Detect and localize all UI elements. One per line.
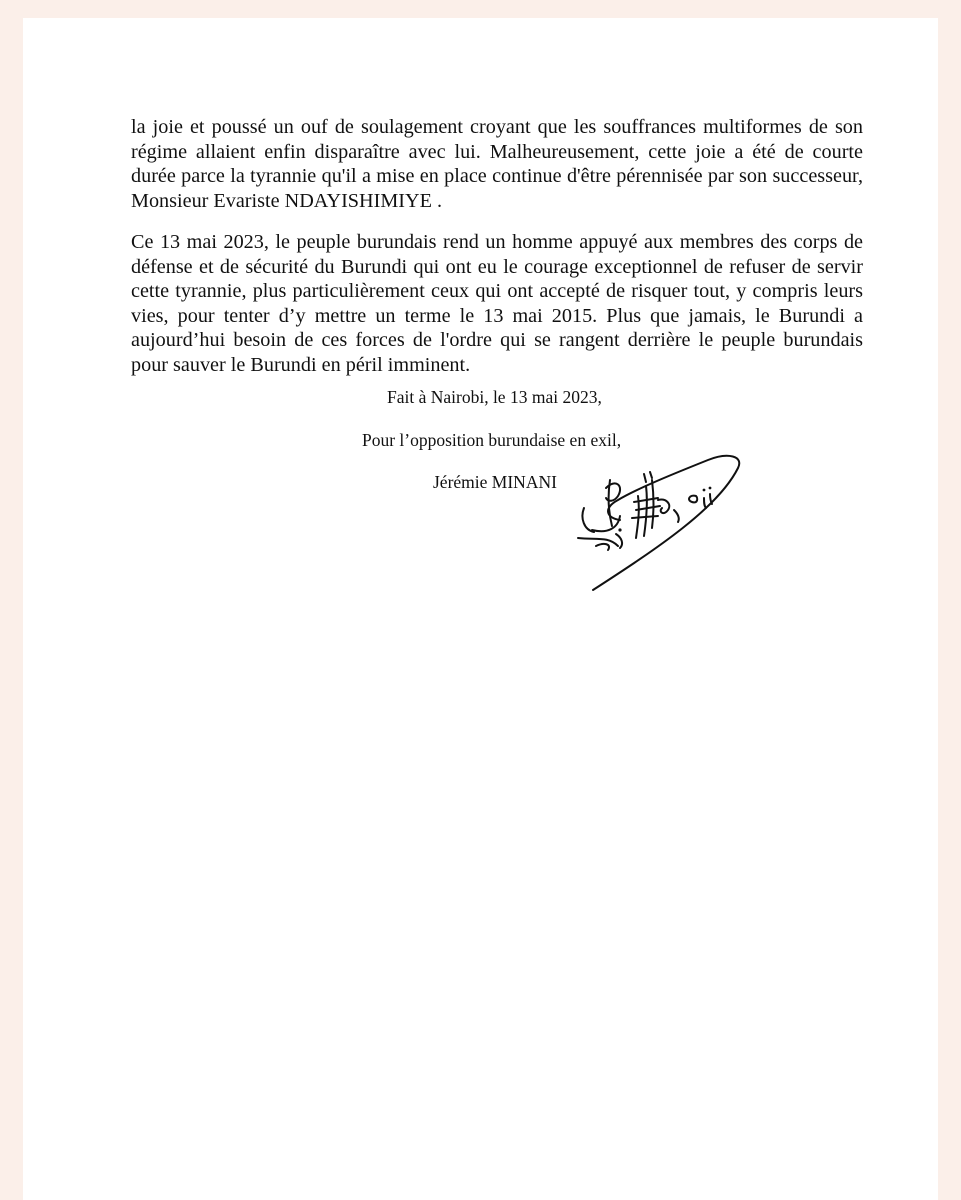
handwritten-signature (548, 438, 758, 603)
signatory-name: Jérémie MINANI (433, 472, 557, 492)
place-and-date: Fait à Nairobi, le 13 mai 2023, (387, 387, 602, 407)
body-paragraph-2: Ce 13 mai 2023, le peuple burundais rend un homme appuyé aux membres des corps de défense et de sécurité du Burundi qui ont eu le courage exceptionnel de refuser de servir cette tyrannie, plus particulièrement ceux qui ont accepté de risquer tout, y compris leurs vies, pour tenter d’y mettre un terme le 13 mai 2015. Plus que jamais, le Burundi a aujourd’hui besoin de ces forces de l'ordre qui se rangent derrière le peuple burundais pour sauver le Burundi en péril imminent. (131, 231, 863, 376)
body-paragraph-1: la joie et poussé un ouf de soulagement croyant que les souffrances multiformes de son régime allaient enfin disparaître avec lui. Malheureusement, cette joie a été de courte durée parce la tyrannie qu'il a mise en place continue d'être pérennisée par son successeur, Monsieur Evariste NDAYISHIMIYE . (131, 116, 863, 212)
document-page (23, 18, 938, 1200)
on-behalf-line: Pour l’opposition burundaise en exil, (362, 430, 622, 450)
